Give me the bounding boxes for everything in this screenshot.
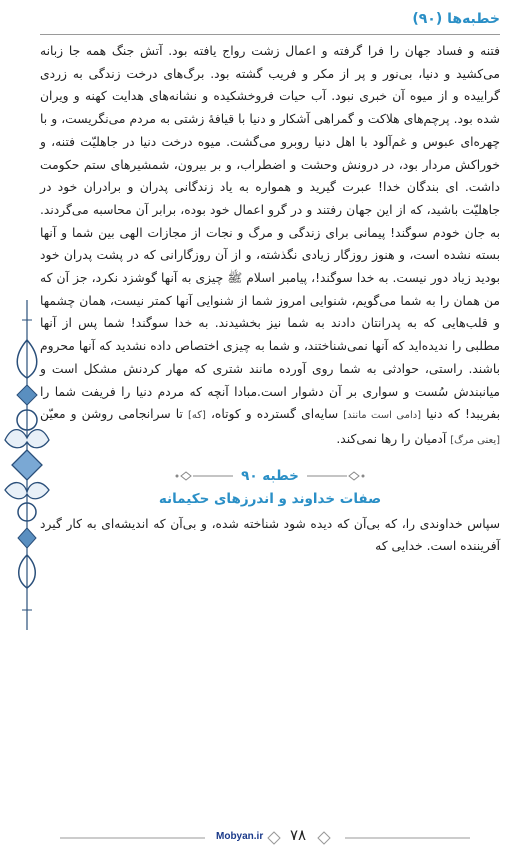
page-header: [40, 6, 500, 35]
running-title: خطبه‌ها (۹۰): [412, 11, 500, 27]
bracket-note: [دامی است مانند]: [343, 410, 422, 422]
paragraph-text: تا سرانجامی روشن و معیّن: [40, 407, 188, 422]
side-floral-ornament: [2, 300, 52, 630]
bracket-note: [یعنی مرگ]: [450, 434, 500, 446]
sermon-section: [40, 465, 500, 511]
page-number: ۷۸: [290, 826, 307, 844]
bracket-note: [که]: [187, 410, 206, 422]
ornament-right-icon: [307, 470, 367, 482]
paragraph-text: سایه‌ای گسترده و کوتاه،: [205, 407, 344, 422]
section-subtitle: صفات خداوند و اندرزهای حکیمانه: [158, 490, 382, 507]
paragraph-text: آدمیان را رها نمی‌کند.: [336, 431, 451, 446]
page-content: [40, 40, 500, 558]
ornament-left-icon: [173, 470, 233, 482]
main-paragraph: [40, 40, 500, 453]
site-watermark: Mobyan.ir: [216, 831, 264, 842]
section-paragraph: سپاس خداوندی را، که بی‌آن که دیده شود شناخته شده، و بی‌آن که اندیشه‌ای به کار گیرد آفریننده است. خدایی که: [40, 516, 500, 554]
section-heading-row: [40, 465, 500, 487]
page-footer: [0, 820, 520, 850]
paragraph-text: فتنه و فساد جهان را فرا گرفته و اعمال زشت رواج یافته بود. آتش جنگ همه جا زبانه می‌کشید و دنیا، بی‌نور و پر از مکر و فریب گشته بود. برگ‌های درخت زندگی به زردی گراییده و از میوه آن خبری نبود. آب حیات فروخشکیده و نشانه‌های هدایت کهنه و ویران شده بود. پرچم‌های هلاکت و گمراهی آشکار و دنیا با قیافۀ زشتی به مردم می‌نگریست، و با چهره‌ای عبوس و غم‌آلود با اهل دنیا روبرو می‌گشت. میوه درخت دنیا در جاهلیّت فتنه، و خوراکش مردار بود، در درونش وحشت و اضطراب، و بر بیرون، شمشیرهای ستم حکومت داشت. ای بندگان خدا! عبرت گیرید و همواره به یاد زندگانی پدران و برادران خود در جاهلیّت باشید، که از این جهان رفتند و در گرو اعمال خود بوده، برابر آن محاسبه می‌گردند. به جان خودم سوگند! پیمانی برای زندگی و مرگ و نجات از مجازات الهی بین شما و آنها بسته نشده است، و هنوز روزگار زیادی نگذشته، و از آن روزگارانی که در پشت پدران خود بودید زیاد دور نیست. به خدا سوگند!، پیامبر اسلام ﷺ چیزی به آنها گوشزد نکرد، جز آن که من همان را به شما می‌گویم، شنوایی امروز شما از شنوایی آنها کمتر نیست، همان چشمها و قلب‌هایی که به پدرانتان دادند به شما نیز بخشیدند. به خدا سوگند! شما پس از آنها مطلبی را ندیده‌اید که آنها نمی‌شناختند، و شما به چیزی اختصاص داده نشدید که آنها محروم باشند. راستی، حوادثی به شما روی آورده مانند شتری که مهار کردنش مشکل است و میانبندش سُست و سواری بر آن دشوار است.مبادا آنچه که مردم دنیا را فریفت شما را بفریبد! که دنیا: [40, 44, 500, 422]
section-title: خطبه ۹۰: [241, 467, 299, 484]
